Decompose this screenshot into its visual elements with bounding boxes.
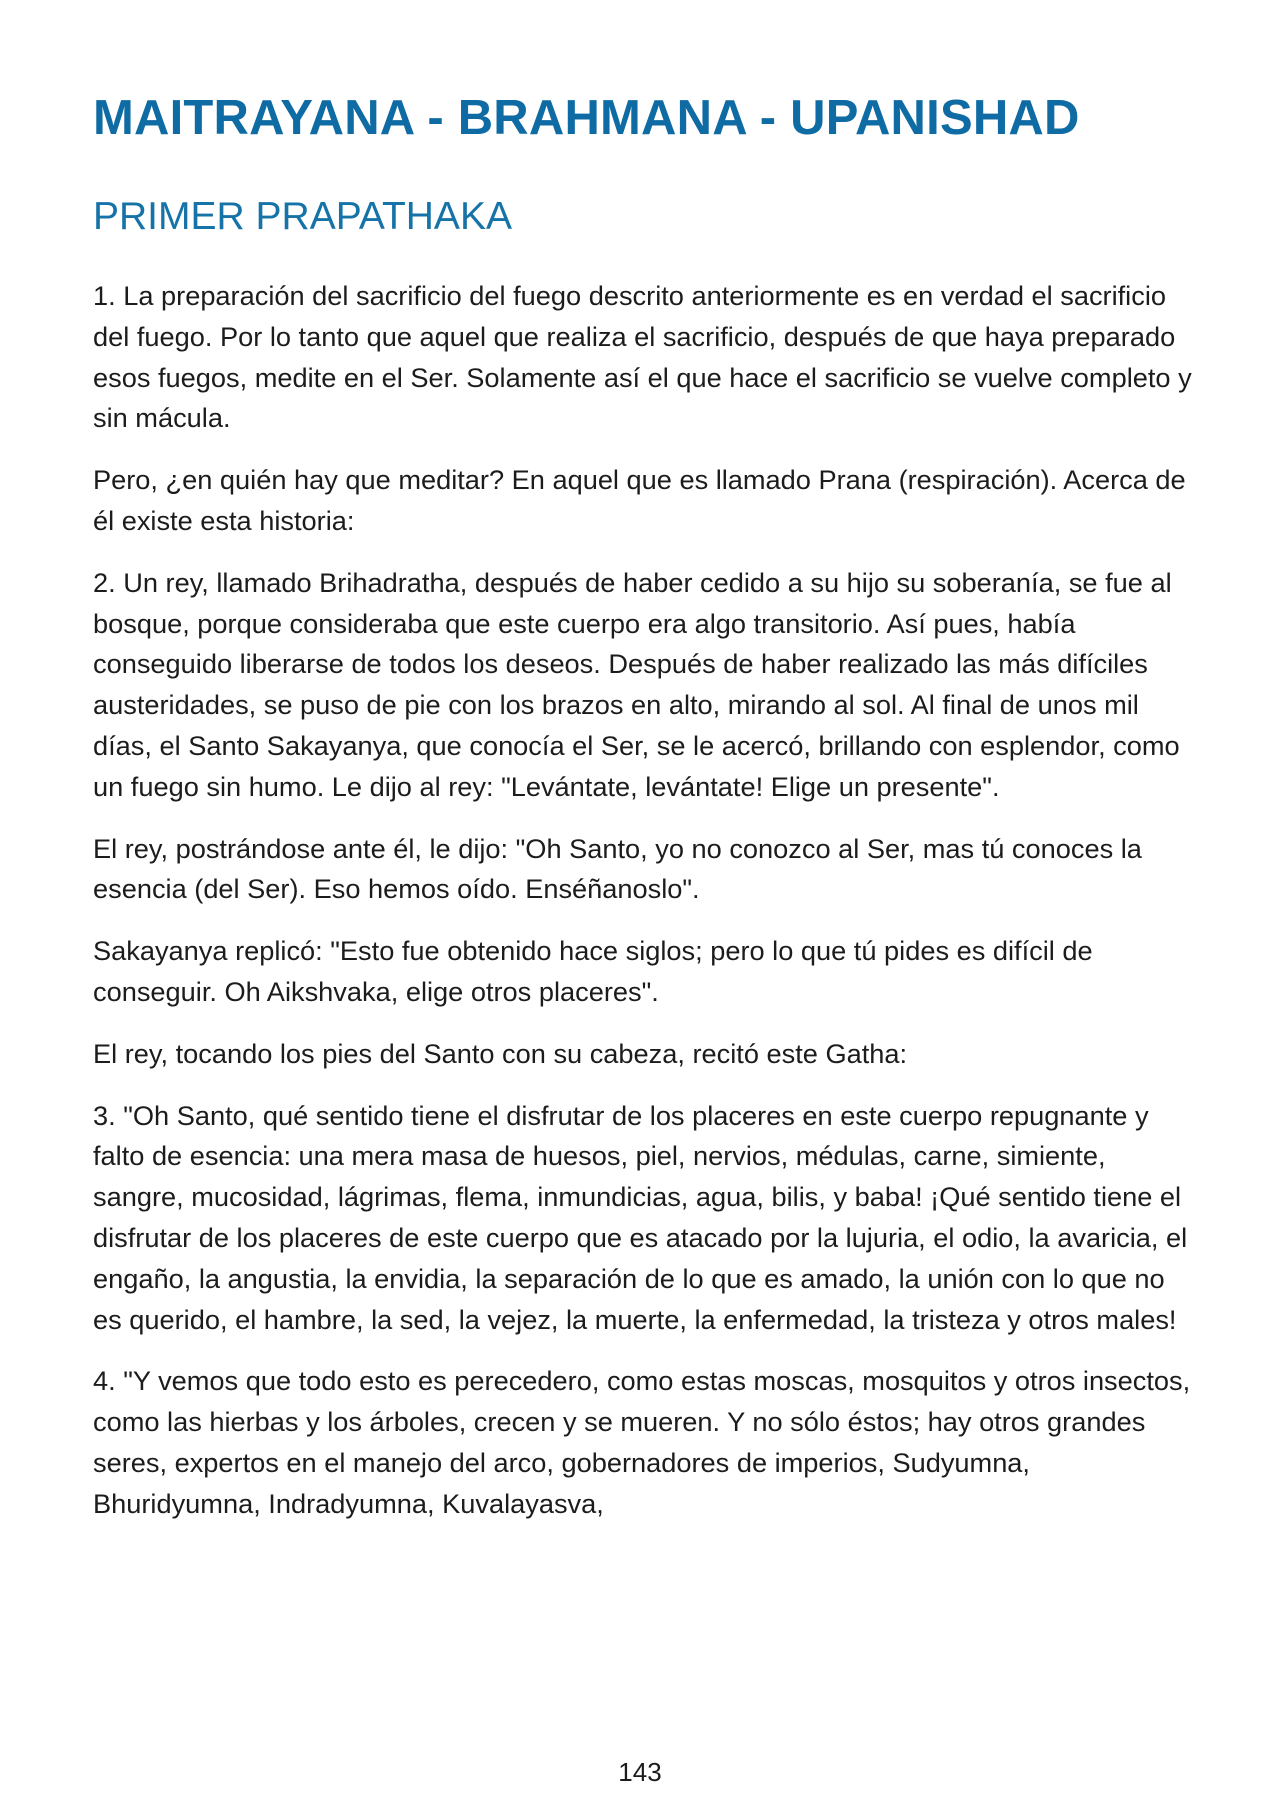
paragraph: 4. "Y vemos que todo esto es perecedero, como estas moscas, mosquitos y otros insectos, como las hierbas y los árboles, crecen y se mueren. Y no sólo éstos; hay otros grandes seres, expertos en el manejo del arco, gobernadores de imperios, Sudyumna, Bhuridyumna, Indradyumna, Kuvalayasva, xyxy=(93,1365,1191,1519)
paragraph: El rey, postrándose ante él, le dijo: "Oh Santo, yo no conozco al Ser, mas tú conoces la esencia (del Ser). Eso hemos oído. Enséñanoslo". xyxy=(93,832,1142,905)
paragraph: 1. La preparación del sacrificio del fuego descrito anteriormente es en verdad el sacrificio del fuego. Por lo tanto que aquel que realiza el sacrificio, después de que haya preparado esos fuegos, medite en el Ser. Solamente así el que hace el sacrificio se vuelve completo y sin mácula. xyxy=(93,280,1192,434)
section-title: PRIMER PRAPATHAKA xyxy=(93,195,512,238)
paragraph: 3. "Oh Santo, qué sentido tiene el disfrutar de los placeres en este cuerpo repugnante y falto de esencia: una mera masa de huesos, piel, nervios, médulas, carne, simiente, sangre, mucosidad, lágrimas, flema, inmundicias, agua, bilis, y baba! ¡Qué sentido tiene el disfrutar de los placeres de este cuerpo que es atacado por la lujuria, el odio, la avaricia, el engaño, la angustia, la envidia, la separación de lo que es amado, la unión con lo que no es querido, el hambre, la sed, la vejez, la muerte, la enfermedad, la tristeza y otros males! xyxy=(93,1099,1188,1335)
paragraph: Sakayanya replicó: "Esto fue obtenido hace siglos; pero lo que tú pides es difícil de conseguir. Oh Aikshvaka, elige otros placeres". xyxy=(93,935,1093,1007)
paragraph: 2. Un rey, llamado Brihadratha, después de haber cedido a su hijo su soberanía, se fue al bosque, porque consideraba que este cuerpo era algo transitorio. Así pues, había conseguido liberarse de todos los deseos. Después de haber realizado las más difíciles austeridades, se puso de pie con los brazos en alto, mirando al sol. Al final de unos mil días, el Santo Sakayanya, que conocía el Ser, se le acercó, brillando con esplendor, como un fuego sin humo. Le dijo al rey: "Levántate, levántate! Elige un presente". xyxy=(93,566,1180,802)
document-body xyxy=(93,276,1193,1546)
page-number: 143 xyxy=(618,1757,662,1787)
document-title: MAITRAYANA - BRAHMANA - UPANISHAD xyxy=(93,91,1080,145)
paragraph: Pero, ¿en quién hay que meditar? En aquel que es llamado Prana (respiración). Acerca de él existe esta historia: xyxy=(93,464,1186,536)
paragraph: El rey, tocando los pies del Santo con su cabeza, recitó este Gatha: xyxy=(93,1037,908,1069)
